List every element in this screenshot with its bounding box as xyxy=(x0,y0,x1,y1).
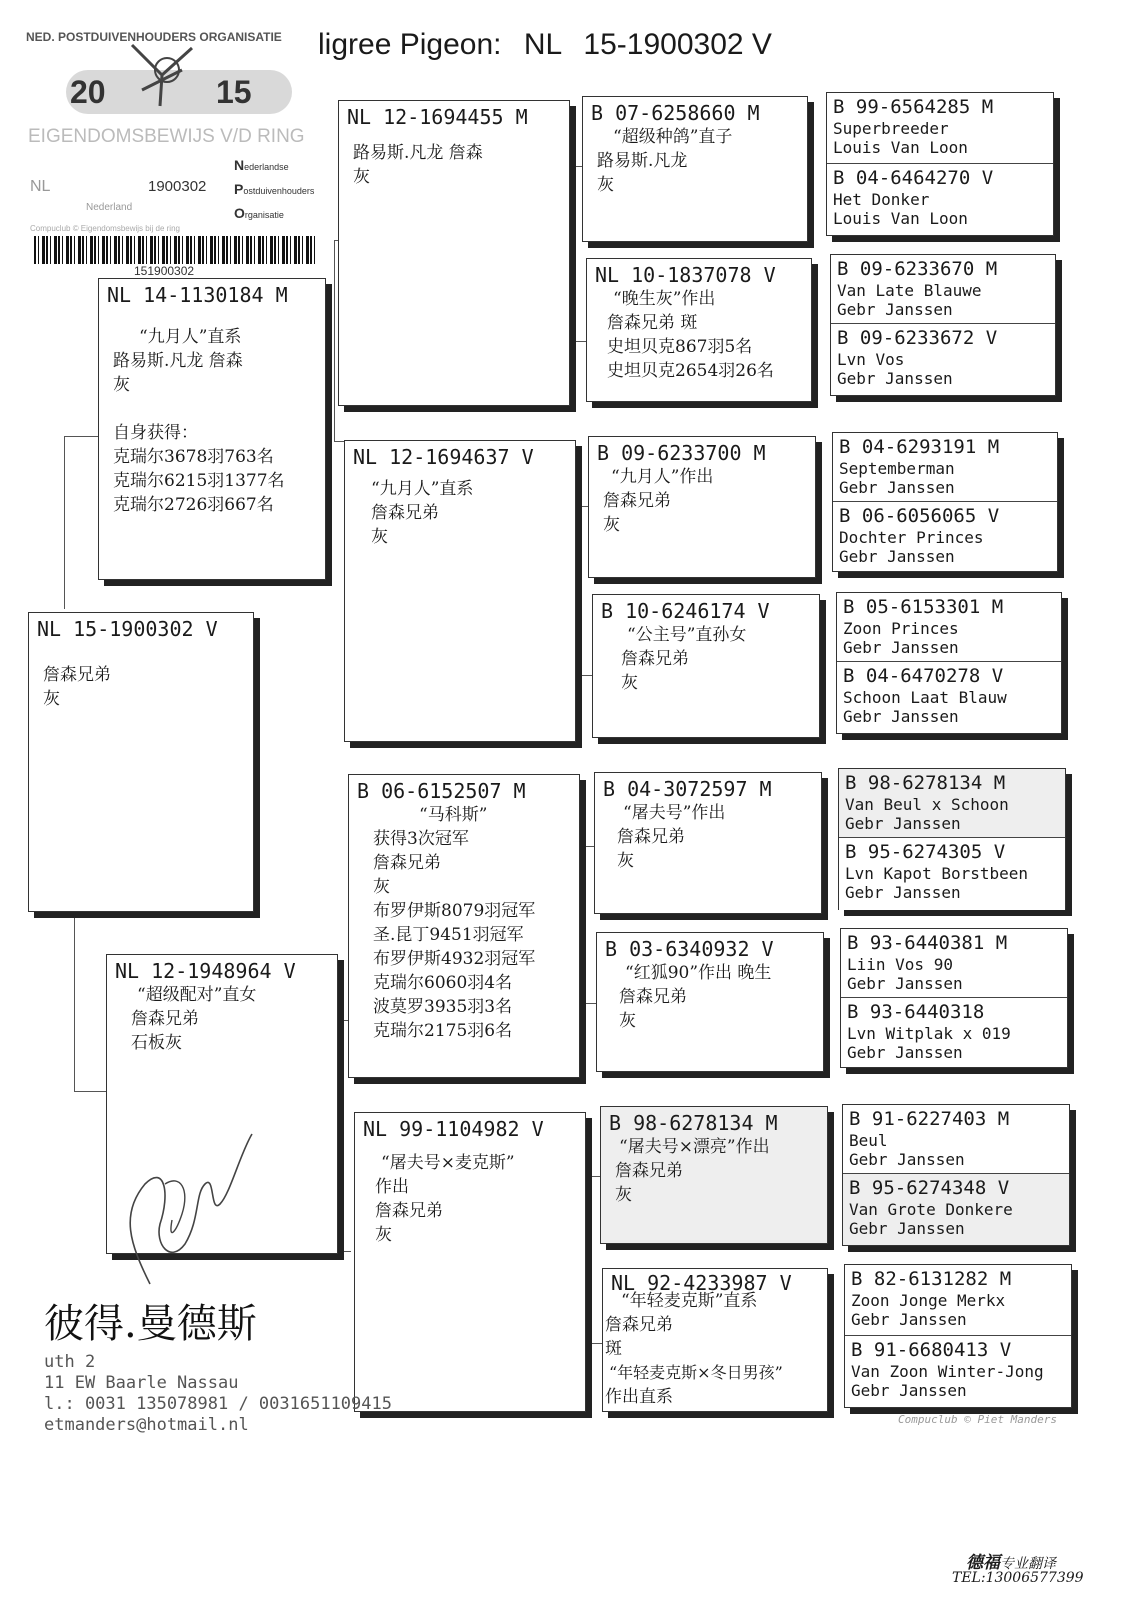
sire-line xyxy=(99,397,325,421)
gen3-line: “公主号”直孙女 xyxy=(627,625,747,645)
gen4-ring: B 06-6056065 V xyxy=(839,505,1000,527)
gen3-ring: B 98-6278134 M xyxy=(609,1111,778,1135)
gen2-box xyxy=(338,100,570,406)
gen4-line: Gebr Janssen xyxy=(845,814,961,833)
gen4-line: Lvn Vos xyxy=(837,350,905,369)
gen4-line: Van Grote Donkere xyxy=(849,1200,1013,1219)
gen4-ring: B 04-6470278 V xyxy=(843,665,1004,687)
address-line: l.: 0031 135078981 / 0031651109415 xyxy=(44,1394,392,1414)
gen3-line: 詹森兄弟 xyxy=(617,827,685,847)
gen3-ring: B 10-6246174 V xyxy=(601,599,770,623)
sire-line: 自身获得： xyxy=(113,423,198,443)
gen4-ring: B 82-6131282 M xyxy=(851,1268,1012,1290)
gen2-line: 圣.昆丁9451羽冠军 xyxy=(373,925,524,945)
gen4-line: Gebr Janssen xyxy=(839,547,955,566)
gen4-box xyxy=(840,928,1068,1068)
gen2-line: 克瑞尔6060羽4名 xyxy=(373,973,513,993)
sire-line: 克瑞尔2726羽667名 xyxy=(113,495,274,515)
gen4-ring: B 99-6564285 M xyxy=(833,96,994,118)
dam-line: 詹森兄弟 xyxy=(131,1009,199,1029)
gen3-box xyxy=(594,772,822,914)
address-line: uth 2 xyxy=(44,1352,96,1372)
title-ring-prefix: NL xyxy=(523,28,562,61)
gen3-ring: NL 92-4233987 V xyxy=(611,1271,792,1295)
gen2-line: 作出 xyxy=(375,1177,409,1197)
gen2-line: 灰 xyxy=(353,167,370,187)
dam-ring: NL 12-1948964 V xyxy=(115,959,296,983)
gen3-line: 作出直系 xyxy=(605,1387,673,1407)
gen2-line: 詹森兄弟 xyxy=(371,503,439,523)
dam-line: 石板灰 xyxy=(131,1033,182,1053)
gen4-line: Liin Vos 90 xyxy=(847,955,953,974)
gen4-ring: B 95-6274305 V xyxy=(845,841,1006,863)
translator-name: 德福 xyxy=(966,1553,1000,1573)
gen2-line: 詹森兄弟 xyxy=(373,853,441,873)
gen2-line: 灰 xyxy=(371,527,388,547)
gen4-ring: B 91-6680413 V xyxy=(851,1339,1012,1361)
gen2-line: 波莫罗3935羽3名 xyxy=(373,997,513,1017)
gen3-box xyxy=(596,932,824,1072)
gen4-line: Gebr Janssen xyxy=(851,1310,967,1329)
gen3-line: “晚生灰”作出 xyxy=(613,289,716,309)
gen4-box xyxy=(830,254,1056,396)
gen4-ring: B 93-6440318 xyxy=(847,1001,985,1023)
gen4-line: Gebr Janssen xyxy=(837,369,953,388)
gen3-line: 路易斯.凡龙 xyxy=(597,151,688,171)
gen4-ring: B 91-6227403 M xyxy=(849,1108,1010,1130)
address-line: etmanders@hotmail.nl xyxy=(44,1415,249,1435)
gen3-line: 灰 xyxy=(619,1011,636,1031)
gen2-line: 詹森兄弟 xyxy=(375,1201,443,1221)
subject-ring: NL 15-1900302 V xyxy=(37,617,218,641)
gen3-line: 灰 xyxy=(621,673,638,693)
gen4-ring: B 09-6233670 M xyxy=(837,258,998,280)
gen4-line: Gebr Janssen xyxy=(839,478,955,497)
gen3-line: 斑 xyxy=(605,1339,622,1359)
gen2-line: “屠夫号×麦克斯” xyxy=(381,1153,515,1173)
translator-suffix: 专业翻译 xyxy=(1000,1556,1056,1572)
gen3-box xyxy=(586,258,812,402)
ring-certificate xyxy=(26,26,320,278)
gen4-ring: B 05-6153301 M xyxy=(843,596,1004,618)
gen2-ring: B 06-6152507 M xyxy=(357,779,526,803)
card-number: 1900302 xyxy=(148,178,207,195)
gen2-ring: NL 99-1104982 V xyxy=(363,1117,544,1141)
gen4-line: Gebr Janssen xyxy=(845,883,961,902)
gen3-line: “屠夫号×漂亮”作出 xyxy=(619,1137,770,1157)
gen4-line: Gebr Janssen xyxy=(843,638,959,657)
signature-icon xyxy=(110,1124,260,1294)
gen4-line: Beul xyxy=(849,1131,888,1150)
gen3-line: “超级种鸽”直子 xyxy=(613,127,733,147)
gen4-line: Lvn Witplak x 019 xyxy=(847,1024,1011,1043)
gen3-line: 詹森兄弟 xyxy=(603,491,671,511)
sire-ring: NL 14-1130184 M xyxy=(107,283,288,307)
gen3-box xyxy=(582,96,808,242)
subject-line: 灰 xyxy=(43,689,60,709)
gen4-line: Septemberman xyxy=(839,459,955,478)
gen3-line: 灰 xyxy=(597,175,614,195)
gen2-ring: NL 12-1694637 V xyxy=(353,445,534,469)
gen3-line: 灰 xyxy=(617,851,634,871)
gen3-line: 詹森兄弟 xyxy=(619,987,687,1007)
gen3-line: 詹森兄弟 xyxy=(605,1315,673,1335)
gen4-line: Gebr Janssen xyxy=(851,1381,967,1400)
gen3-ring: B 09-6233700 M xyxy=(597,441,766,465)
owner-name: 彼得.曼德斯 xyxy=(44,1301,257,1347)
lion-emblem-icon xyxy=(122,40,202,110)
gen3-ring: B 04-3072597 M xyxy=(603,777,772,801)
barcode-number: 151900302 xyxy=(134,264,195,278)
dam-line: “超级配对”直女 xyxy=(137,985,257,1005)
sire-line: 路易斯.凡龙 詹森 xyxy=(113,351,243,371)
gen3-line: 詹森兄弟 xyxy=(621,649,689,669)
barcode xyxy=(34,236,316,264)
gen4-line: Van Beul x Schoon xyxy=(845,795,1009,814)
card-country-word: Nederland xyxy=(86,202,133,213)
gen2-box xyxy=(344,440,576,742)
gen4-box xyxy=(826,92,1054,236)
sire-line: 灰 xyxy=(113,375,130,395)
gen3-line: 史坦贝克2654羽26名 xyxy=(607,361,774,381)
gen3-line: 詹森兄弟 斑 xyxy=(607,313,698,333)
gen3-ring: B 03-6340932 V xyxy=(605,937,774,961)
gen4-ring: B 04-6293191 M xyxy=(839,436,1000,458)
gen3-line: “年轻麦克斯”直系 xyxy=(621,1291,758,1311)
gen3-line: “年轻麦克斯×冬日男孩” xyxy=(609,1363,783,1382)
owner-address xyxy=(44,1352,392,1436)
gen4-line: Gebr Janssen xyxy=(849,1150,965,1169)
gen4-ring: B 04-6464270 V xyxy=(833,167,994,189)
connector-line xyxy=(74,916,109,1092)
gen4-line: Gebr Janssen xyxy=(843,707,959,726)
gen2-line: 灰 xyxy=(373,877,390,897)
gen4-box xyxy=(842,1104,1070,1246)
gen4-line: Superbreeder xyxy=(833,119,949,138)
gen4-box xyxy=(838,768,1066,910)
gen3-line: “红狐90”作出 晚生 xyxy=(625,963,772,983)
gen4-ring: B 93-6440381 M xyxy=(847,932,1008,954)
gen4-line: Gebr Janssen xyxy=(837,300,953,319)
gen4-ring: B 09-6233672 V xyxy=(837,327,998,349)
gen2-line: 灰 xyxy=(375,1225,392,1245)
gen4-line: Louis Van Loon xyxy=(833,138,968,157)
translator-tel: TEL:13006577399 xyxy=(952,1570,1084,1586)
gen4-line: Het Donker xyxy=(833,190,930,209)
year-right: 15 xyxy=(216,74,252,110)
ring-label: EIGENDOMSBEWIJS V/D RING xyxy=(28,126,305,147)
connector-line xyxy=(64,436,101,609)
gen2-line: 获得3次冠军 xyxy=(373,829,469,849)
gen2-line: 路易斯.凡龙 詹森 xyxy=(353,143,483,163)
gen4-line: Van Late Blauwe xyxy=(837,281,982,300)
card-country: NL xyxy=(30,178,51,195)
sire-box xyxy=(98,278,326,580)
gen4-line: Gebr Janssen xyxy=(847,974,963,993)
gen2-line: 克瑞尔2175羽6名 xyxy=(373,1021,513,1041)
subject-box xyxy=(28,612,254,912)
gen4-ring: B 98-6278134 M xyxy=(845,772,1006,794)
gen2-line: “九月人”直系 xyxy=(371,479,474,499)
subject-line: 詹森兄弟 xyxy=(43,665,111,685)
gen4-line: Louis Van Loon xyxy=(833,209,968,228)
gen3-line: “屠夫号”作出 xyxy=(623,803,726,823)
gen4-line: Van Zoon Winter-Jong xyxy=(851,1362,1044,1381)
gen3-box xyxy=(592,594,820,738)
gen2-line: 布罗伊斯8079羽冠军 xyxy=(373,901,536,921)
gen4-line: Lvn Kapot Borstbeen xyxy=(845,864,1029,883)
gen3-ring: B 07-6258660 M xyxy=(591,101,760,125)
gen4-box xyxy=(832,432,1058,572)
sire-line: 克瑞尔6215羽1377名 xyxy=(113,471,285,491)
gen4-box xyxy=(836,592,1062,734)
org-header: NED. POSTDUIVENHOUDERS ORGANISATIE xyxy=(26,30,282,44)
gen2-box xyxy=(348,774,580,1078)
gen4-line: Schoon Laat Blauw xyxy=(843,688,1007,707)
gen3-ring: NL 10-1837078 V xyxy=(595,263,776,287)
gen2-line: 布罗伊斯4932羽冠军 xyxy=(373,949,536,969)
card-fine-print: Compuclub © Eigendomsbewijs bij de ring xyxy=(30,224,180,233)
gen3-line: 灰 xyxy=(615,1185,632,1205)
sire-line: 克瑞尔3678羽763名 xyxy=(113,447,274,467)
gen3-box xyxy=(588,436,816,578)
gen3-box xyxy=(602,1268,828,1412)
gen3-box xyxy=(600,1106,828,1244)
gen2-ring: NL 12-1694455 M xyxy=(347,105,528,129)
gen4-line: Gebr Janssen xyxy=(847,1043,963,1062)
gen3-line: 史坦贝克867羽5名 xyxy=(607,337,753,357)
gen3-line: “九月人”作出 xyxy=(611,467,714,487)
gen4-line: Gebr Janssen xyxy=(849,1219,965,1238)
year-left: 20 xyxy=(70,74,106,110)
gen4-line: Zoon Jonge Merkx xyxy=(851,1291,1006,1310)
gen4-box xyxy=(844,1264,1072,1408)
sire-line: “九月人”直系 xyxy=(139,327,242,347)
gen2-line: “马科斯” xyxy=(419,805,488,825)
gen3-line: 詹森兄弟 xyxy=(615,1161,683,1181)
title-ring-number: 15-1900302 V xyxy=(583,28,772,61)
gen4-line: Dochter Princes xyxy=(839,528,984,547)
page-title xyxy=(318,28,772,62)
address-line: 11 EW Baarle Nassau xyxy=(44,1373,239,1393)
org-lines: Nederlandse Postduivenhouders Organisatie xyxy=(234,157,315,221)
gen4-line: Zoon Princes xyxy=(843,619,959,638)
gen3-line: 灰 xyxy=(603,515,620,535)
title-text: ligree Pigeon: xyxy=(318,28,502,61)
gen4-ring: B 95-6274348 V xyxy=(849,1177,1010,1199)
software-credit: Compuclub © Piet Manders xyxy=(898,1413,1057,1426)
